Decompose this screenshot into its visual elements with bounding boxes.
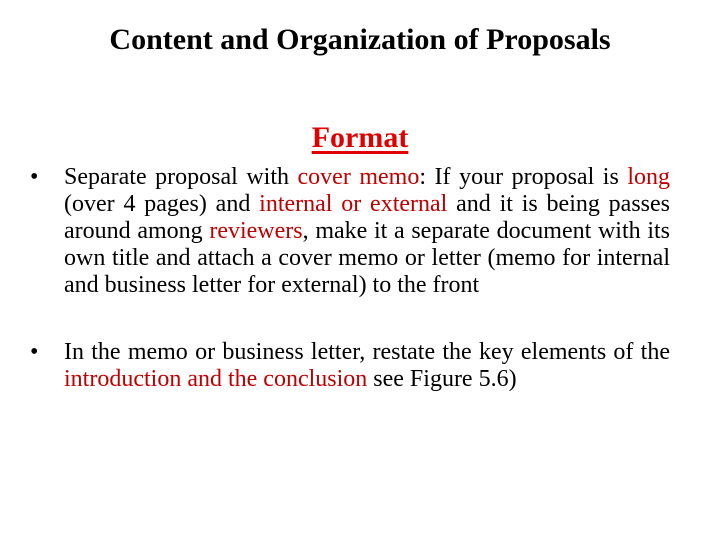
bullet-segment: (over 4 pages) and — [64, 191, 260, 217]
bullet-segment: Separate proposal with — [64, 164, 298, 190]
bullet-item — [30, 164, 670, 299]
bullet-point-icon: • — [30, 339, 39, 365]
bullet-segment: In the memo or business letter, restate the key elements of the — [64, 339, 670, 365]
slide-title: Content and Organization of Proposals — [109, 23, 611, 56]
bullet-segment: see Figure 5.6) — [367, 366, 517, 392]
bullet-item — [30, 339, 670, 393]
highlighted-phrase: long — [627, 164, 670, 190]
bullet-segment: and it is being passes around among — [64, 191, 671, 244]
highlighted-phrase: introduction and the conclusion — [64, 366, 368, 392]
highlighted-phrase: cover memo — [297, 164, 420, 190]
bullet-list — [30, 164, 670, 393]
slide-subtitle: Format — [311, 121, 409, 154]
highlighted-phrase: internal or external — [259, 191, 448, 217]
bullet-segment: : If your proposal is — [419, 164, 628, 190]
highlighted-phrase: reviewers — [209, 218, 303, 244]
bullet-segment: , make it a separate document with its own title and attach a cover memo or letter (memo for internal and business letter for external) to the front — [64, 218, 670, 298]
bullet-point-icon: • — [30, 164, 39, 190]
